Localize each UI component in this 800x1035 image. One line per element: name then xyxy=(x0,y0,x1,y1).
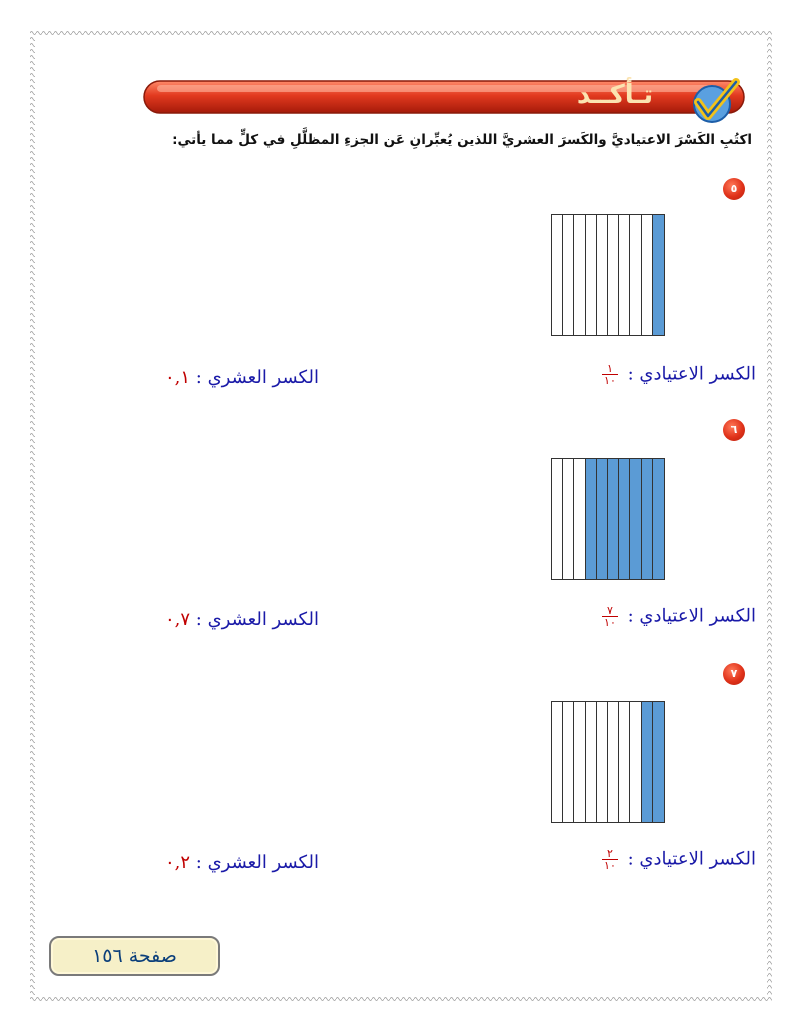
question-number-badge: ٥ xyxy=(723,178,745,200)
empty-strip xyxy=(630,702,641,822)
empty-strip xyxy=(563,459,574,579)
shaded-strip xyxy=(608,459,619,579)
empty-strip xyxy=(574,459,585,579)
empty-strip xyxy=(619,702,630,822)
shaded-strip xyxy=(653,215,664,335)
empty-strip xyxy=(563,702,574,822)
fraction-value xyxy=(602,605,618,628)
decimal-answer xyxy=(165,367,319,388)
shaded-strip xyxy=(642,459,653,579)
question-number-badge: ٧ xyxy=(723,663,745,685)
denominator: ١٠ xyxy=(604,616,616,629)
empty-strip xyxy=(608,702,619,822)
fraction-value xyxy=(602,848,618,871)
instruction-text: اكتُبِ الكَسْرَ الاعتياديَّ والكَسرَ العشريَّ اللذين يُعبِّرانِ عَن الجزءِ المظلَّلِ في كلٍّ مما يأتي: xyxy=(172,132,752,148)
fraction-label: الكسر الاعتيادي : xyxy=(627,363,756,385)
empty-strip xyxy=(574,702,585,822)
question-number-badge: ٦ xyxy=(723,419,745,441)
shaded-strip xyxy=(653,459,664,579)
fraction-value xyxy=(602,363,618,386)
empty-strip xyxy=(552,215,563,335)
empty-strip xyxy=(552,702,563,822)
banner-title: تـأكــد xyxy=(576,80,654,110)
decimal-label: الكسر العشري : xyxy=(195,852,319,873)
shaded-strip xyxy=(586,459,597,579)
empty-strip xyxy=(563,215,574,335)
fraction-grid xyxy=(551,458,665,580)
decimal-label: الكسر العشري : xyxy=(195,609,319,630)
title-banner xyxy=(143,78,756,116)
empty-strip xyxy=(642,215,653,335)
checkmark-icon xyxy=(684,76,744,128)
empty-strip xyxy=(552,459,563,579)
shaded-strip xyxy=(630,459,641,579)
empty-strip xyxy=(608,215,619,335)
decimal-label: الكسر العشري : xyxy=(195,367,319,388)
page-number-box: صفحة ١٥٦ xyxy=(49,936,220,976)
denominator: ١٠ xyxy=(604,374,616,387)
empty-strip xyxy=(574,215,585,335)
numerator: ٢ xyxy=(602,848,618,860)
decimal-value: ٠,١ xyxy=(165,367,191,388)
shaded-strip xyxy=(619,459,630,579)
shaded-strip xyxy=(642,702,653,822)
decimal-answer xyxy=(165,609,319,630)
numerator: ١ xyxy=(602,363,618,375)
decimal-value: ٠,٢ xyxy=(165,852,191,873)
empty-strip xyxy=(597,702,608,822)
numerator: ٧ xyxy=(602,605,618,617)
fraction-answer xyxy=(602,363,756,386)
empty-strip xyxy=(630,215,641,335)
decimal-answer xyxy=(165,852,319,873)
fraction-grid xyxy=(551,214,665,336)
empty-strip xyxy=(586,215,597,335)
empty-strip xyxy=(586,702,597,822)
denominator: ١٠ xyxy=(604,859,616,872)
fraction-answer xyxy=(602,605,756,628)
fraction-answer xyxy=(602,848,756,871)
shaded-strip xyxy=(597,459,608,579)
shaded-strip xyxy=(653,702,664,822)
empty-strip xyxy=(619,215,630,335)
fraction-label: الكسر الاعتيادي : xyxy=(627,605,756,627)
fraction-grid xyxy=(551,701,665,823)
empty-strip xyxy=(597,215,608,335)
decimal-value: ٠,٧ xyxy=(165,609,191,630)
fraction-label: الكسر الاعتيادي : xyxy=(627,848,756,870)
